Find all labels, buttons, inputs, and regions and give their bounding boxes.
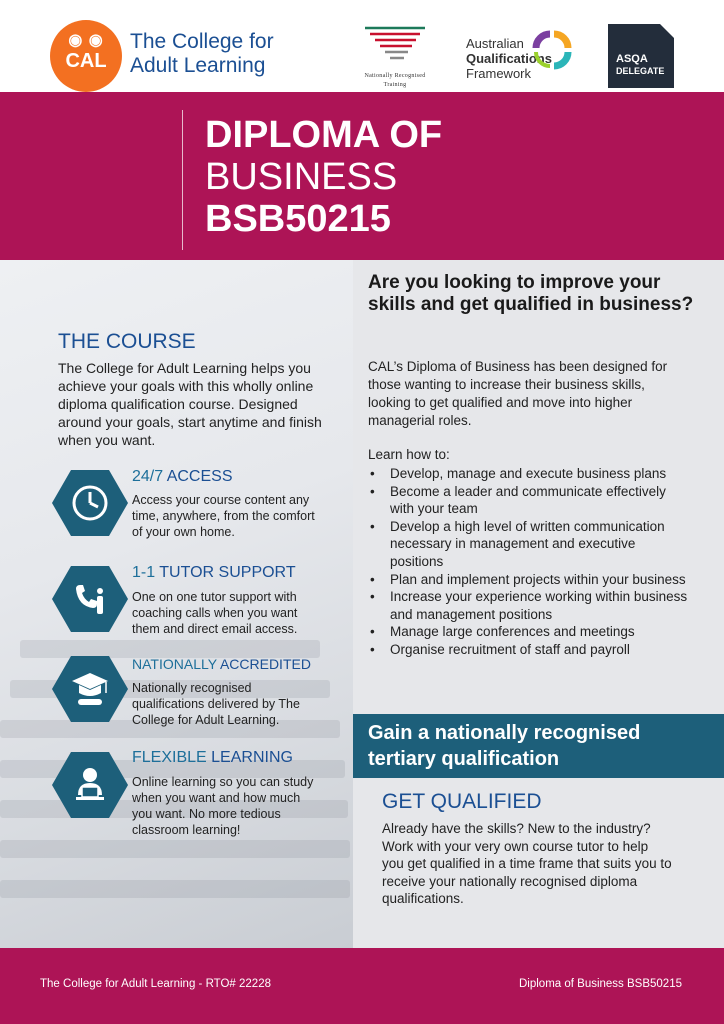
feature-text-tutor: One on one tutor support with coaching calls when you want them and direct email access. bbox=[132, 590, 298, 636]
asqa-line1: ASQA bbox=[616, 53, 648, 65]
feature-title-rest: TUTOR SUPPORT bbox=[159, 564, 296, 581]
title-divider bbox=[182, 110, 183, 250]
cal-logo-text: CAL bbox=[65, 50, 107, 72]
bullet-icon: • bbox=[370, 641, 375, 657]
bullet-icon: • bbox=[370, 571, 375, 587]
feature-title-tutor bbox=[132, 564, 296, 582]
aqf-mark-icon bbox=[528, 28, 574, 72]
list-item-text: Organise recruitment of staff and payroll bbox=[390, 641, 630, 657]
list-item bbox=[368, 641, 688, 659]
learn-list bbox=[368, 465, 688, 659]
feature-title-rest: ACCESS bbox=[166, 468, 233, 485]
get-qualified-heading bbox=[382, 790, 542, 814]
list-item-text: Increase your experience working within business and management positions bbox=[390, 589, 688, 622]
feature-title-access bbox=[132, 468, 233, 486]
feature-text-access: Access your course content any time, anywhere, from the comfort of your own home. bbox=[132, 493, 315, 539]
feature-title-rest: LEARNING bbox=[211, 749, 293, 766]
nrt-label-line1: Nationally Recognised bbox=[364, 73, 426, 79]
bullet-icon: • bbox=[370, 624, 375, 640]
asqa-line2: DELEGATE bbox=[616, 66, 665, 76]
learn-label: Learn how to: bbox=[368, 447, 450, 462]
question-heading: Are you looking to improve your skills and get qualified in business? bbox=[368, 272, 694, 315]
list-item bbox=[368, 518, 688, 571]
page-title bbox=[205, 114, 442, 240]
keyboard-row bbox=[0, 880, 350, 898]
bullet-icon: • bbox=[370, 466, 375, 481]
aqf-line1: Australian bbox=[466, 36, 524, 51]
page-fold-icon bbox=[660, 24, 674, 38]
title-line2: BUSINESS bbox=[205, 156, 398, 198]
list-item bbox=[368, 483, 688, 518]
feature-title-accent: 1-1 bbox=[132, 564, 156, 581]
get-heading-accent: GET bbox=[382, 790, 425, 813]
cal-name-line1: The College for bbox=[130, 30, 274, 53]
cal-name bbox=[130, 30, 274, 78]
intro-text: CAL’s Diploma of Business has been designed for those wanting to increase their business skills, looking to get qualified and move into higher managerial roles. bbox=[368, 359, 668, 428]
feature-title-accent: FLEXIBLE bbox=[132, 749, 207, 766]
list-item-text: Develop, manage and execute business plans bbox=[390, 466, 667, 481]
laptop-user-icon bbox=[70, 765, 110, 805]
list-item bbox=[368, 588, 688, 623]
footer-left-text: The College for Adult Learning - RTO# 22228 bbox=[40, 978, 271, 990]
list-item bbox=[368, 571, 688, 589]
course-heading-rest: COURSE bbox=[105, 330, 196, 353]
list-item-text: Develop a high level of written communication necessary in management and executive positions bbox=[390, 518, 665, 569]
keyboard-row bbox=[0, 840, 350, 858]
course-heading-accent: THE bbox=[58, 330, 100, 353]
list-item-text: Plan and implement projects within your business bbox=[390, 571, 686, 587]
bullet-icon: • bbox=[370, 518, 375, 534]
course-heading bbox=[58, 330, 196, 354]
feature-title-accredited bbox=[132, 656, 311, 672]
list-item bbox=[368, 465, 688, 483]
title-line1: DIPLOMA OF bbox=[205, 114, 443, 156]
graduation-cap-icon bbox=[70, 669, 110, 709]
feature-title-accent: NATIONALLY bbox=[132, 656, 217, 672]
feature-text-flexible: Online learning so you can study when you want and how much you want. No more tedious classroom learning! bbox=[132, 775, 314, 837]
feature-title-accent: 24/7 bbox=[132, 468, 164, 485]
get-qualified-text: Already have the skills? New to the industry? Work with your very own course tutor to help you get qualified in a time frame that suits you to receive your nationally recognised diploma qualifications. bbox=[382, 821, 672, 907]
aqf-line2: Qualifications bbox=[466, 51, 552, 66]
aqf-line3: Framework bbox=[466, 66, 532, 81]
feature-title-flexible bbox=[132, 749, 293, 767]
cal-name-line2: Adult Learning bbox=[130, 54, 266, 77]
title-line3: BSB50215 bbox=[205, 198, 391, 240]
phone-info-icon bbox=[70, 579, 110, 619]
list-item bbox=[368, 623, 688, 641]
feature-text-accredited: Nationally recognised qualifications delivered by The College for Adult Learning. bbox=[132, 681, 300, 727]
bullet-icon: • bbox=[370, 589, 375, 605]
bullet-icon: • bbox=[370, 483, 375, 499]
nrt-label-line2: Training bbox=[383, 82, 407, 88]
gain-heading: Gain a nationally recognised tertiary qualification bbox=[368, 722, 641, 770]
nrt-label bbox=[355, 72, 435, 90]
feature-title-rest: ACCREDITED bbox=[219, 656, 311, 672]
owl-icon: ◉ ◉ bbox=[68, 32, 104, 49]
list-item-text: Become a leader and communicate effectively with your team bbox=[390, 483, 666, 517]
asqa-delegate-logo bbox=[608, 24, 674, 88]
cal-logo bbox=[50, 20, 122, 92]
get-heading-rest: QUALIFIED bbox=[430, 790, 542, 813]
list-item-text: Manage large conferences and meetings bbox=[390, 624, 635, 640]
clock-icon bbox=[70, 483, 110, 523]
footer-right-text: Diploma of Business BSB50215 bbox=[518, 978, 682, 990]
course-description: The College for Adult Learning helps you achieve your goals with this wholly online diploma qualification course. Designed around your goals, start anytime and finish when you want. bbox=[58, 360, 322, 448]
